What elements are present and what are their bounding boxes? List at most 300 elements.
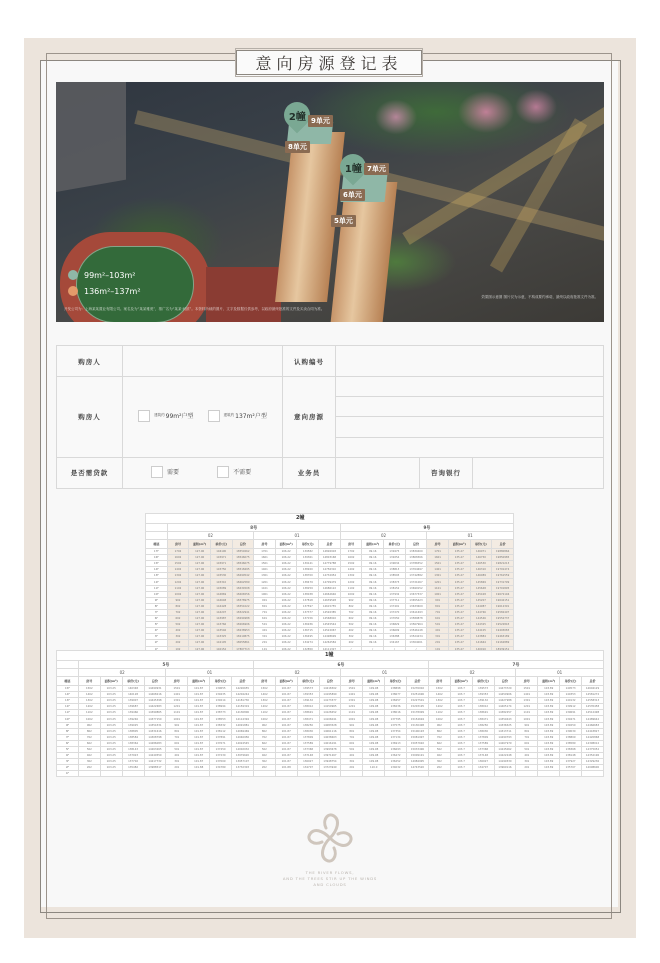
table-cell <box>363 771 385 777</box>
table-cell: 138250 <box>297 722 319 728</box>
table-cell: 136715 <box>297 628 319 634</box>
disclaimer-text: 效果图示意图 图片仅为示意，不构成要约承诺，最终以政府批准文件为准。 <box>481 295 598 299</box>
table-cell: 14150965 <box>319 704 341 710</box>
table-cell: 14263265 <box>144 746 166 752</box>
table-cell: 14512498 <box>582 710 604 716</box>
floor-cell: 12F <box>57 704 79 710</box>
table-cell: 139475 <box>384 549 406 555</box>
table-cell <box>100 771 122 777</box>
floor-cell: 9F <box>57 722 79 728</box>
floor-cell: 3F <box>57 759 79 765</box>
table-cell: 145207 <box>470 597 492 603</box>
floor-cell: 14F <box>57 692 79 698</box>
table-cell: 801 <box>516 728 538 734</box>
table-cell: 14262584 <box>319 640 341 646</box>
table-cell: 1201 <box>254 579 276 585</box>
column-header: 单价(元) <box>470 540 492 549</box>
table-cell: 19791474 <box>492 567 514 573</box>
option-137[interactable]: 建筑约 137m²户型 <box>208 410 267 422</box>
table-cell: 134032 <box>385 765 407 771</box>
table-cell: 138332 <box>210 722 232 728</box>
table-cell: 701 <box>516 734 538 740</box>
floor-cell: 4F <box>146 628 168 634</box>
table-cell: 201 <box>516 765 538 771</box>
table-cell: 138148 <box>560 753 582 759</box>
table-cell: 101.87 <box>188 728 210 734</box>
table-cell: 138773 <box>210 710 232 716</box>
table-cell: 141664 <box>470 640 492 646</box>
loan-yes[interactable]: 需要 <box>151 466 179 478</box>
table-cell: 101.87 <box>275 728 297 734</box>
column-header: 房号 <box>166 677 188 686</box>
table-cell: 103.25 <box>100 710 122 716</box>
legend-swatch <box>68 270 78 280</box>
table-cell: 145648 <box>470 585 492 591</box>
table-cell: 138143 <box>122 746 144 752</box>
table-cell: 14128452 <box>319 710 341 716</box>
table-cell: 802 <box>253 728 275 734</box>
brand-logo-icon <box>300 810 360 866</box>
table-cell <box>341 771 363 777</box>
table-cell: 135.27 <box>448 634 470 640</box>
table-cell <box>472 771 494 777</box>
table-cell: 14061116 <box>319 728 341 734</box>
unit-group-header: 5号 <box>78 661 253 669</box>
table-cell: 301 <box>166 759 188 765</box>
checkbox[interactable] <box>217 466 229 478</box>
table-cell: 127.06 <box>189 555 211 561</box>
table-cell: 138038 <box>297 591 319 597</box>
table-cell: 101.87 <box>275 759 297 765</box>
table-cell: 136388 <box>384 634 406 640</box>
table-cell: 14069469 <box>232 728 254 734</box>
table-cell: 101.87 <box>275 710 297 716</box>
table-cell: 109.98 <box>363 753 385 759</box>
table-cell: 109.98 <box>363 686 385 692</box>
table-cell: 103.25 <box>100 740 122 746</box>
table-cell: 1102 <box>167 585 189 591</box>
table-cell: 134707 <box>297 765 319 771</box>
table-cell: 402 <box>78 753 100 759</box>
table-cell: 1501 <box>341 686 363 692</box>
table-cell: 127.06 <box>189 603 211 609</box>
table-cell: 13948754 <box>319 759 341 765</box>
table-cell: 99.16 <box>362 609 384 615</box>
unit-sub-header: 01 <box>516 669 604 677</box>
table-cell: 144105 <box>470 628 492 634</box>
table-cell: 702 <box>428 734 450 740</box>
table-cell: 14331616 <box>144 728 166 734</box>
table-cell: 103.25 <box>100 759 122 765</box>
column-header: 总价 <box>405 540 427 549</box>
table-cell <box>407 771 429 777</box>
table-cell: 137450 <box>210 746 232 752</box>
table-cell: 106.22 <box>275 567 297 573</box>
table-cell: 19612391 <box>492 603 514 609</box>
table-cell: 13988517 <box>144 765 166 771</box>
table-cell: 139471 <box>560 716 582 722</box>
intended-unit-label: 意向房源 <box>283 377 336 458</box>
table-cell: 144987 <box>470 603 492 609</box>
table-cell: 135.27 <box>448 616 470 622</box>
table-cell <box>253 771 275 777</box>
floor-cell: 5F <box>57 746 79 752</box>
floor-cell: 1F <box>57 771 79 777</box>
intended-unit-field-2[interactable] <box>336 397 604 417</box>
table-cell: 13655423 <box>405 597 427 603</box>
table-cell: 137809 <box>472 734 494 740</box>
table-cell: 137795 <box>385 716 407 722</box>
table-cell: 135.27 <box>448 597 470 603</box>
table-cell: 103.25 <box>100 686 122 692</box>
table-cell: 14098600 <box>582 765 604 771</box>
table-cell: 1701 <box>254 549 276 555</box>
table-cell: 146310 <box>470 567 492 573</box>
table-cell: 144428 <box>210 603 232 609</box>
table-cell: 138259 <box>297 585 319 591</box>
loan-no[interactable]: 不需要 <box>217 466 251 478</box>
table-cell: 14016191 <box>319 740 341 746</box>
table-cell: 14286083 <box>144 740 166 746</box>
table-cell: 1302 <box>253 698 275 704</box>
table-cell: 14639528 <box>319 597 341 603</box>
table-cell: 1402 <box>253 692 275 698</box>
sales-agent-field[interactable] <box>336 457 420 488</box>
table-cell: 601 <box>516 740 538 746</box>
option-99[interactable]: 建筑约 99m²户型 <box>138 410 193 422</box>
table-cell: 101.87 <box>188 740 210 746</box>
table-cell: 135.27 <box>448 579 470 585</box>
table-cell: 99.16 <box>362 549 384 555</box>
table-cell: 1001 <box>166 716 188 722</box>
table-cell: 402 <box>253 753 275 759</box>
table-cell: 127.06 <box>189 616 211 622</box>
subscription-no-field[interactable] <box>336 346 604 377</box>
table-cell: 137891 <box>210 734 232 740</box>
column-header: 房号 <box>253 677 275 686</box>
table-row <box>146 561 514 567</box>
column-header: 面积(m²) <box>450 677 472 686</box>
table-cell: 1402 <box>167 567 189 573</box>
table-cell <box>144 771 166 777</box>
table-cell: 138479 <box>297 579 319 585</box>
table-cell: 137589 <box>472 740 494 746</box>
table-cell: 18559262 <box>232 549 254 555</box>
buyer-name-field[interactable] <box>123 346 283 377</box>
table-cell: 145750 <box>210 567 232 573</box>
intended-unit-field-4[interactable] <box>336 437 604 457</box>
table-cell: 1301 <box>166 698 188 704</box>
table-cell: 138236 <box>385 704 407 710</box>
table-cell: 127.06 <box>189 622 211 628</box>
table-cell: 138700 <box>297 573 319 579</box>
table-cell: 106.22 <box>275 609 297 615</box>
table-cell: 14709479 <box>319 579 341 585</box>
table-cell: 106.22 <box>275 591 297 597</box>
table-cell: 1101 <box>254 585 276 591</box>
table-cell: 99.16 <box>362 622 384 628</box>
table-row <box>146 628 514 634</box>
checkbox[interactable] <box>138 410 150 422</box>
table-cell: 127.06 <box>189 628 211 634</box>
table-cell: 15081997 <box>407 734 429 740</box>
table-cell: 1201 <box>427 579 449 585</box>
checkbox[interactable] <box>208 410 220 422</box>
table-cell: 103.25 <box>100 746 122 752</box>
table-cell: 103.7 <box>450 704 472 710</box>
table-cell: 144325 <box>470 622 492 628</box>
table-cell: 101.87 <box>275 734 297 740</box>
table-cell: 137809 <box>297 734 319 740</box>
table-cell: 14204244 <box>232 692 254 698</box>
table-cell: 14420868 <box>582 734 604 740</box>
table-cell: 14498699 <box>319 634 341 640</box>
table-cell: 18378975 <box>232 597 254 603</box>
table-cell: 138030 <box>297 728 319 734</box>
table-cell: 1202 <box>340 579 362 585</box>
table-cell: 13304001 <box>405 640 427 646</box>
table-cell: 13524234 <box>405 634 427 640</box>
legend-swatch <box>68 286 78 296</box>
table-cell: 1102 <box>253 710 275 716</box>
table-cell: 145089 <box>210 585 232 591</box>
table-cell: 401 <box>254 628 276 634</box>
table-cell: 138457 <box>385 698 407 704</box>
table-cell: 106.22 <box>275 555 297 561</box>
unit-sub-header: 02 <box>78 669 166 677</box>
table-cell: 14984995 <box>407 759 429 765</box>
table-cell: 14217732 <box>144 759 166 765</box>
table-cell: 14308798 <box>144 734 166 740</box>
floor-cell: 12F <box>146 579 168 585</box>
table-cell: 101.87 <box>188 698 210 704</box>
table-cell: 1601 <box>254 555 276 561</box>
table-cell: 138691 <box>297 710 319 716</box>
column-header: 面积(m²) <box>188 677 210 686</box>
unit-sub-header: 01 <box>341 669 429 677</box>
table-cell: 15251696 <box>407 692 429 698</box>
table-cell: 13830400 <box>405 549 427 555</box>
table-cell: 139254 <box>384 555 406 561</box>
registration-form <box>56 345 604 489</box>
table-cell: 135482 <box>122 765 144 771</box>
column-header: 单价(元) <box>210 677 232 686</box>
table-cell: 103.25 <box>100 698 122 704</box>
bank-field[interactable] <box>473 457 604 488</box>
column-header: 面积(m²) <box>363 677 385 686</box>
table-cell: 135.27 <box>448 573 470 579</box>
table-cell: 601 <box>427 616 449 622</box>
brand-motto: THE RIVER FLOWS, AND THE TREES STIR UP THE WINDS AND CLOUDS <box>282 870 378 887</box>
table-cell: 103.89 <box>538 716 560 722</box>
table-cell: 1301 <box>516 698 538 704</box>
table-cell: 103.89 <box>538 722 560 728</box>
table-cell: 139030 <box>560 728 582 734</box>
table-cell: 18462589 <box>232 579 254 585</box>
table-cell: 1502 <box>428 686 450 692</box>
table-cell: 1501 <box>254 561 276 567</box>
table-cell: 1502 <box>78 686 100 692</box>
table-cell: 127.06 <box>189 597 211 603</box>
table-cell: 101.87 <box>275 698 297 704</box>
table-cell: 1302 <box>78 698 100 704</box>
table-cell: 501 <box>341 746 363 752</box>
table-cell: 15178999 <box>407 710 429 716</box>
table-cell: 13732303 <box>232 765 254 771</box>
table-cell: 702 <box>340 609 362 615</box>
table-cell: 136693 <box>385 746 407 752</box>
table-cell: 18546075 <box>232 555 254 561</box>
table-cell: 702 <box>78 734 100 740</box>
table-cell: 138471 <box>297 716 319 722</box>
table-cell: 402 <box>340 628 362 634</box>
table-cell: 101.88 <box>275 765 297 771</box>
table-cell: 1201 <box>516 704 538 710</box>
table-cell: 143325 <box>210 634 232 640</box>
column-header: 总价 <box>319 540 341 549</box>
column-header: 单价(元) <box>385 677 407 686</box>
table-cell: 1702 <box>167 549 189 555</box>
table-cell: 103.7 <box>450 734 472 740</box>
table-cell: 13723949 <box>319 765 341 771</box>
table-cell: 601 <box>341 740 363 746</box>
table-cell: 134274 <box>297 640 319 646</box>
table-cell: 18266906 <box>232 622 254 628</box>
table-cell: 135.27 <box>448 628 470 634</box>
column-header: 单价(元) <box>472 677 494 686</box>
sales-agent-label: 业务员 <box>283 457 336 488</box>
table-row <box>146 597 514 603</box>
table-cell: 1001 <box>427 591 449 597</box>
table-cell: 101.87 <box>188 753 210 759</box>
table-cell: 602 <box>78 740 100 746</box>
table-cell: 137818 <box>297 597 319 603</box>
column-header: 面积(m²) <box>275 540 297 549</box>
table-cell: 702 <box>253 734 275 740</box>
table-cell: 14468216 <box>144 692 166 698</box>
table-cell: 13971267 <box>319 753 341 759</box>
table-cell: 139141 <box>297 561 319 567</box>
column-header: 房号 <box>78 677 100 686</box>
table-cell: 101.87 <box>188 759 210 765</box>
floor-cell: 8F <box>146 603 168 609</box>
column-header: 面积(m²) <box>100 677 122 686</box>
table-cell: 140573 <box>560 686 582 692</box>
table-cell: 137597 <box>297 603 319 609</box>
aerial-site-rendering <box>56 82 604 322</box>
table-cell: 99.16 <box>362 634 384 640</box>
table-cell: 103.25 <box>100 753 122 759</box>
table-cell: 137368 <box>297 746 319 752</box>
table-cell: 1002 <box>167 591 189 597</box>
floor-cell: 6F <box>57 740 79 746</box>
floor-cell: 2F <box>57 765 79 771</box>
table-cell: 109.98 <box>363 692 385 698</box>
table-cell: 401 <box>166 753 188 759</box>
table-cell: 135.27 <box>448 603 470 609</box>
column-header: 房号 <box>167 540 189 549</box>
floor-cell: 2F <box>146 640 168 646</box>
table-cell: 103.89 <box>538 692 560 698</box>
table-cell: 127.06 <box>189 561 211 567</box>
table-cell: 139691 <box>560 710 582 716</box>
table-cell: 14313711 <box>494 728 516 734</box>
table-cell: 14352196 <box>582 753 604 759</box>
floor-cell: 11F <box>146 585 168 591</box>
table-cell: 15033496 <box>407 746 429 752</box>
intended-unit-field-1[interactable] <box>336 377 604 397</box>
table-cell: 14091881 <box>232 722 254 728</box>
table-cell: 106.22 <box>275 634 297 640</box>
table-cell: 136495 <box>297 634 319 640</box>
table-cell: 139687 <box>122 704 144 710</box>
price-table-building-2 <box>145 513 514 653</box>
table-cell: 136829 <box>384 622 406 628</box>
floor-cell: 8F <box>57 728 79 734</box>
table-cell: 1101 <box>427 585 449 591</box>
table-cell: 501 <box>516 746 538 752</box>
table-cell: 103.7 <box>450 753 472 759</box>
table-cell: 140132 <box>560 698 582 704</box>
table-cell: 138553 <box>210 716 232 722</box>
table-cell: 602 <box>340 616 362 622</box>
table-cell: 15203195 <box>407 704 429 710</box>
table-cell: 137156 <box>297 616 319 622</box>
table-cell: 137134 <box>385 734 407 740</box>
table-cell: 139025 <box>122 722 144 728</box>
table-cell: 902 <box>78 722 100 728</box>
building-label: 1幢 <box>344 163 362 175</box>
table-cell: 136913 <box>385 740 407 746</box>
table-cell: 1302 <box>340 573 362 579</box>
intended-unit-field-3[interactable] <box>336 417 604 437</box>
checkbox[interactable] <box>151 466 163 478</box>
table-cell: 901 <box>516 722 538 728</box>
table-cell: 13764697 <box>405 567 427 573</box>
unit-tag: 7单元 <box>364 163 389 175</box>
table-cell: 109.98 <box>363 740 385 746</box>
table-cell: 1101 <box>341 710 363 716</box>
table-cell: 138584 <box>122 734 144 740</box>
table-cell: 18406556 <box>232 591 254 597</box>
unit-group-header: 7号 <box>428 661 603 669</box>
table-cell: 109.98 <box>363 728 385 734</box>
table-row <box>146 567 514 573</box>
table-cell: 902 <box>167 597 189 603</box>
table-cell: 18294988 <box>232 616 254 622</box>
table-cell: 1701 <box>427 549 449 555</box>
table-cell: 103.25 <box>100 765 122 771</box>
table-cell: 146530 <box>470 561 492 567</box>
table-cell: 106.22 <box>275 549 297 555</box>
table-cell: 902 <box>340 597 362 603</box>
area-legend <box>68 270 141 302</box>
table-cell: 135.27 <box>448 609 470 615</box>
table-cell: 143987 <box>210 616 232 622</box>
table-cell: 109.98 <box>363 716 385 722</box>
table-cell: 18490542 <box>232 573 254 579</box>
unit-group-header: 6号 <box>253 661 428 669</box>
table-cell: 136472 <box>385 753 407 759</box>
table-cell: 1002 <box>253 716 275 722</box>
column-header: 单价(元) <box>560 677 582 686</box>
table-cell: 106.22 <box>275 622 297 628</box>
loan-label: 是否需贷款 <box>57 457 123 488</box>
table-cell: 1001 <box>516 716 538 722</box>
table-cell: 109.98 <box>363 734 385 740</box>
table-cell: 14604129 <box>582 686 604 692</box>
table-cell: 1401 <box>427 567 449 573</box>
